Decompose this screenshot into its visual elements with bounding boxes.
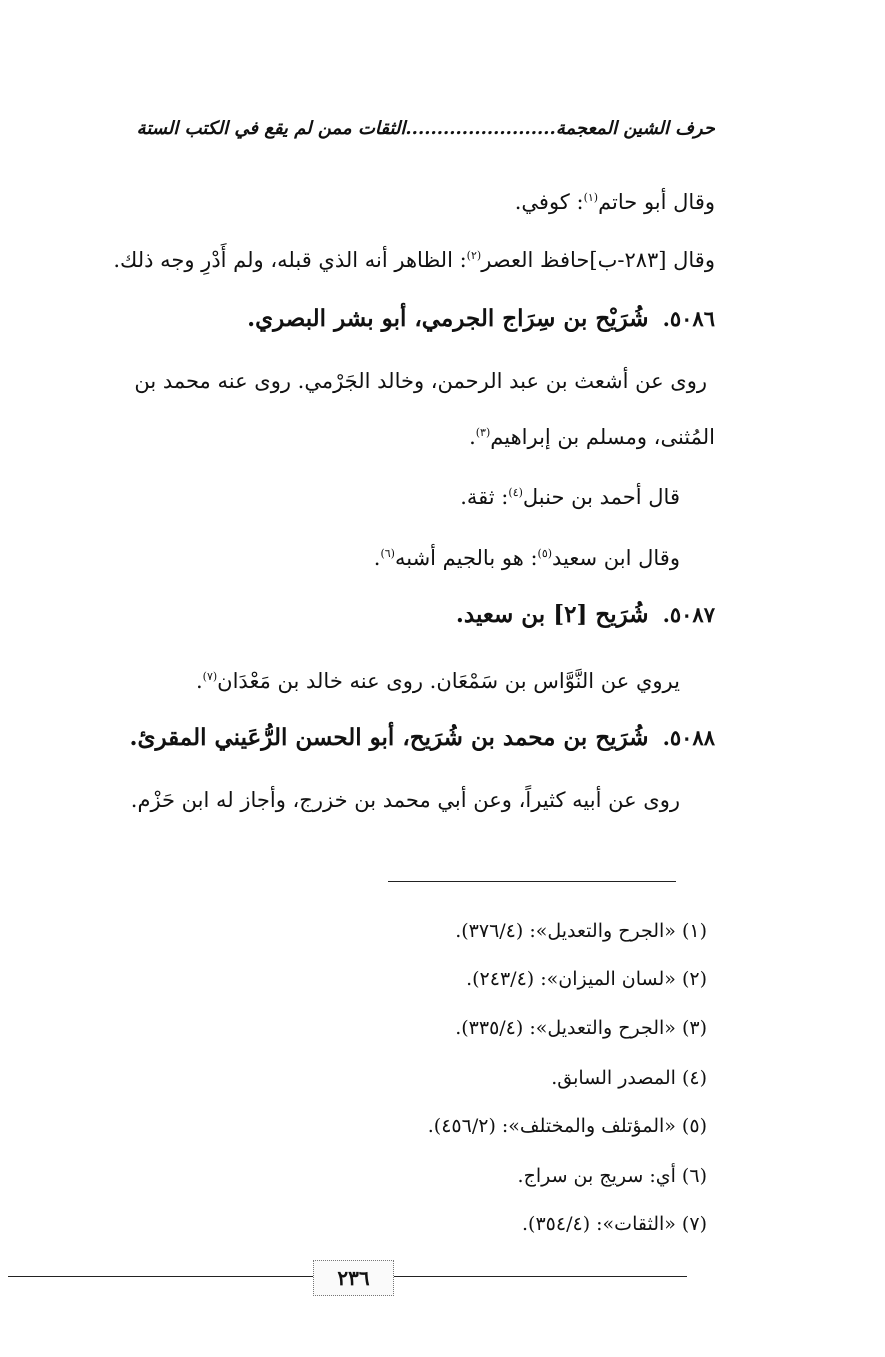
text-line (30, 183, 715, 217)
footnote-ref: (٦) (380, 547, 395, 560)
footnote-ref: (٧) (202, 670, 218, 683)
footnote: (٣) «الجرح والتعديل»: (٣٣٥/٤). (455, 1017, 707, 1039)
text: : الظاهر أنه الذي قبله، ولم أَدْرِ وجه ذلك. (113, 248, 467, 272)
text: : ثقة. (460, 485, 509, 509)
footnote-ref: (٢) (466, 249, 482, 262)
text: روى عن أبيه كثيراً، وعن أبي محمد بن خزرج، وأجاز له ابن حَزْم. (130, 788, 680, 812)
text: المُثنى، ومسلم بن إبراهيم (490, 425, 715, 449)
footnote: (٧) «الثقات»: (٣٥٤/٤). (522, 1213, 707, 1235)
footnote-separator (388, 881, 676, 882)
text-line (30, 241, 715, 275)
text: : هو بالجيم أشبه (394, 546, 538, 570)
text: قال أحمد بن حنبل (522, 485, 680, 509)
text: روى عن أشعث بن عبد الرحمن، وخالد الجَرْمي. روى عنه محمد بن (134, 369, 707, 393)
footnote-ref: (١) (583, 191, 599, 204)
text: . (373, 546, 381, 570)
footnote-ref: (٥) (537, 547, 553, 560)
footnote: (٤) المصدر السابق. (551, 1067, 707, 1089)
footnote-ref: (٤) (508, 486, 523, 499)
page-number: ٢٣٦ (313, 1260, 394, 1296)
entry-title: شُرَيح [٢] بن سعيد. (455, 601, 649, 628)
entry-title: شُرَيْح بن سِرَاج الجرمي، أبو بشر البصري. (247, 305, 649, 332)
running-header (50, 118, 715, 139)
entry-heading (30, 304, 715, 334)
text-line (30, 366, 707, 396)
footer-rule-left (8, 1276, 313, 1277)
text: . (469, 425, 476, 449)
entry-number: ٥٠٨٦. (662, 306, 715, 331)
text-line (30, 785, 680, 815)
footnote-ref: (٣) (475, 426, 491, 439)
text-line (30, 662, 680, 696)
entry-heading (30, 723, 715, 753)
text-line (30, 418, 715, 452)
footnote: (١) «الجرح والتعديل»: (٣٧٦/٤). (455, 920, 707, 942)
entry-number: ٥٠٨٨. (662, 725, 715, 750)
footnote: (٢) «لسان الميزان»: (٢٤٣/٤). (466, 968, 707, 990)
text: . (195, 669, 203, 693)
entry-number: ٥٠٨٧. (662, 602, 715, 627)
text: وقال أبو حاتم (598, 190, 715, 214)
text-line (30, 478, 680, 512)
text-line (30, 539, 680, 573)
text: يروي عن النَّوَّاس بن سَمْعَان. روى عنه خالد بن مَعْدَان (217, 669, 680, 693)
text: وقال ابن سعيد (552, 546, 680, 570)
footnote: (٥) «المؤتلف والمختلف»: (٤٥٦/٢). (427, 1115, 707, 1137)
header-chapter: حرف الشين المعجمة (555, 118, 715, 139)
footer-rule-right (392, 1276, 687, 1277)
entry-title: شُرَيح بن محمد بن شُرَيح، أبو الحسن الرُّعَيني المقرئ. (129, 724, 649, 751)
footnote: (٦) أي: سريج بن سراج. (517, 1165, 707, 1187)
text: وقال [٢٨٣-ب]حافظ العصر (481, 248, 715, 272)
text: : كوفي. (514, 190, 584, 214)
entry-heading (30, 600, 715, 630)
header-book-title: الثقات ممن لم يقع في الكتب الستة (136, 118, 406, 139)
header-dots: ........................ (405, 118, 556, 139)
